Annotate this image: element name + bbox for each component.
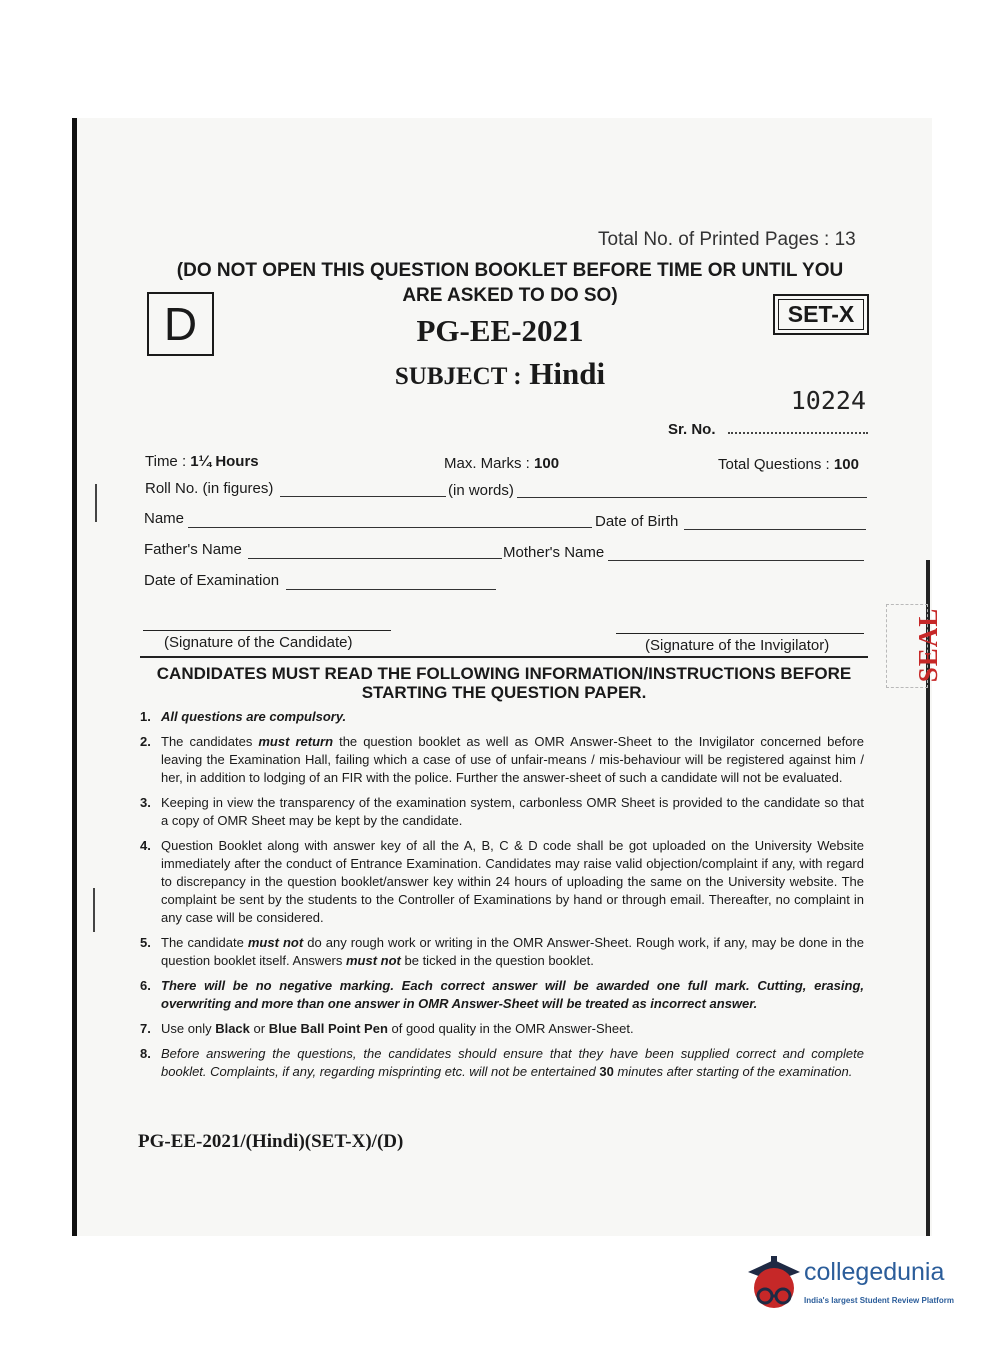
instruction-item [140, 977, 864, 1013]
roll-figures-field[interactable] [280, 496, 446, 497]
instruction-text: Question Booklet along with answer key of all the A, B, C & D code shall be got uploaded on the University Website immediately after the conduct of Entrance Examination. Candidates may raise valid objection/complaint if any, with regard to discrepancy in the question booklet/answer key within 24 hours of uploading the same on the University website. The complaint be sent by the students to the Controller of Examinations by hand or through email. Thereafter, no complaint in any case will be considered. [161, 838, 864, 925]
serial-label: Sr. No. [668, 421, 716, 438]
father-name-field[interactable] [248, 558, 502, 559]
dob-label: Date of Birth [595, 513, 679, 530]
instruction-text: Use only Black or Blue Ball Point Pen of good quality in the OMR Answer-Sheet. [161, 1021, 634, 1036]
instruction-number: 4. [140, 838, 151, 853]
printed-pages-count: Total No. of Printed Pages : 13 [598, 229, 856, 250]
time-allowed [145, 453, 259, 470]
candidate-signature-label: (Signature of the Candidate) [164, 634, 353, 651]
roll-words-label: (in words) [448, 482, 514, 499]
candidate-signature-line[interactable] [143, 630, 391, 631]
name-field[interactable] [188, 527, 592, 528]
instruction-number: 3. [140, 795, 151, 810]
collegedunia-tagline: India's largest Student Review Platform [804, 1296, 954, 1305]
seal-label: SEAL [913, 607, 943, 683]
warning-line-2: ARE ASKED TO DO SO) [402, 285, 618, 306]
instruction-item [140, 1020, 864, 1038]
serial-dotted-line [728, 428, 868, 434]
instruction-item [140, 837, 864, 927]
instruction-text: The candidate must not do any rough work or writing in the OMR Answer-Sheet. Rough work, if any, may be done in the question booklet itself. Answers must not be ticked in the question booklet. [161, 935, 864, 968]
subject-name: Hindi [529, 356, 606, 391]
exam-date-field[interactable] [286, 589, 496, 590]
seal-stamp [886, 604, 943, 688]
max-marks-label: Max. Marks : [444, 455, 530, 472]
total-questions-label: Total Questions : [718, 456, 830, 473]
instruction-text: The candidates must return the question booklet as well as OMR Answer-Sheet to the Invigilator concerned before leaving the Examination Hall, failing which a case of use of unfair-means / mis-behaviour will be registered against him / her, in addition to lodging of an FIR with the police. Further the answer-sheet of such a candidate will not be evaluated. [161, 734, 864, 785]
instruction-number: 8. [140, 1046, 151, 1061]
instruction-number: 1. [140, 709, 151, 724]
exam-date-label: Date of Examination [144, 572, 280, 589]
exam-code-title: PG-EE-2021 [416, 313, 584, 348]
instruction-text: Keeping in view the transparency of the examination system, carbonless OMR Sheet is provided to the candidate so that a copy of OMR Sheet may be kept by the candidate. [161, 795, 864, 828]
instruction-item [140, 934, 864, 970]
max-marks-value: 100 [534, 455, 560, 472]
instruction-number: 5. [140, 935, 151, 950]
scan-mark [93, 888, 95, 932]
instruction-text: All questions are compulsory. [161, 709, 347, 724]
roll-figures-label: Roll No. (in figures) [145, 480, 274, 497]
booklet-code-box: D [147, 292, 214, 356]
roll-words-field[interactable] [517, 497, 867, 498]
name-label: Name [144, 510, 185, 527]
instruction-text: There will be no negative marking. Each correct answer will be awarded one full mark. Cutting, erasing, overwriting and more than one answer in OMR Answer-Sheet will be treated as incorrect answer. [161, 978, 864, 1011]
invigilator-signature-label: (Signature of the Invigilator) [645, 637, 830, 654]
instruction-item [140, 733, 864, 787]
instruction-number: 2. [140, 734, 151, 749]
instruction-item [140, 1045, 864, 1081]
mother-name-field[interactable] [608, 560, 864, 561]
instruction-text: Before answering the questions, the candidates should ensure that they have been supplied correct and complete booklet. Complaints, if any, regarding misprinting etc. will not be entertained 30 minutes after starting of the examination. [161, 1046, 864, 1079]
footer-booklet-code: PG-EE-2021/(Hindi)(SET-X)/(D) [138, 1131, 404, 1152]
instruction-number: 6. [140, 978, 151, 993]
time-value: 1¼ Hours [190, 453, 259, 470]
dob-field[interactable] [684, 529, 866, 530]
section-divider [140, 656, 868, 658]
mother-name-label: Mother's Name [503, 544, 605, 561]
max-marks [444, 455, 559, 472]
total-questions-value: 100 [833, 456, 859, 473]
subject-label: SUBJECT : [394, 363, 522, 390]
instructions-heading-line-1: CANDIDATES MUST READ THE FOLLOWING INFORMATION/INSTRUCTIONS BEFORE [156, 664, 852, 683]
subject-title [330, 356, 670, 392]
time-label: Time : [145, 453, 187, 470]
scan-mark [95, 484, 97, 522]
instructions-list [140, 708, 864, 1088]
collegedunia-brand: collegedunia [804, 1258, 945, 1286]
serial-number: 10224 [790, 386, 866, 415]
instructions-heading [140, 664, 868, 702]
instructions-heading-line-2: STARTING THE QUESTION PAPER. [361, 683, 647, 702]
page-left-edge [72, 118, 77, 1236]
instruction-item [140, 794, 864, 830]
instruction-item [140, 708, 864, 726]
set-box: SET-X [773, 294, 869, 335]
father-name-label: Father's Name [144, 541, 242, 558]
instruction-number: 7. [140, 1021, 151, 1036]
warning-line-1: (DO NOT OPEN THIS QUESTION BOOKLET BEFORE TIME OR UNTIL YOU [176, 260, 844, 281]
invigilator-signature-line[interactable] [616, 633, 864, 634]
total-questions [718, 456, 859, 473]
